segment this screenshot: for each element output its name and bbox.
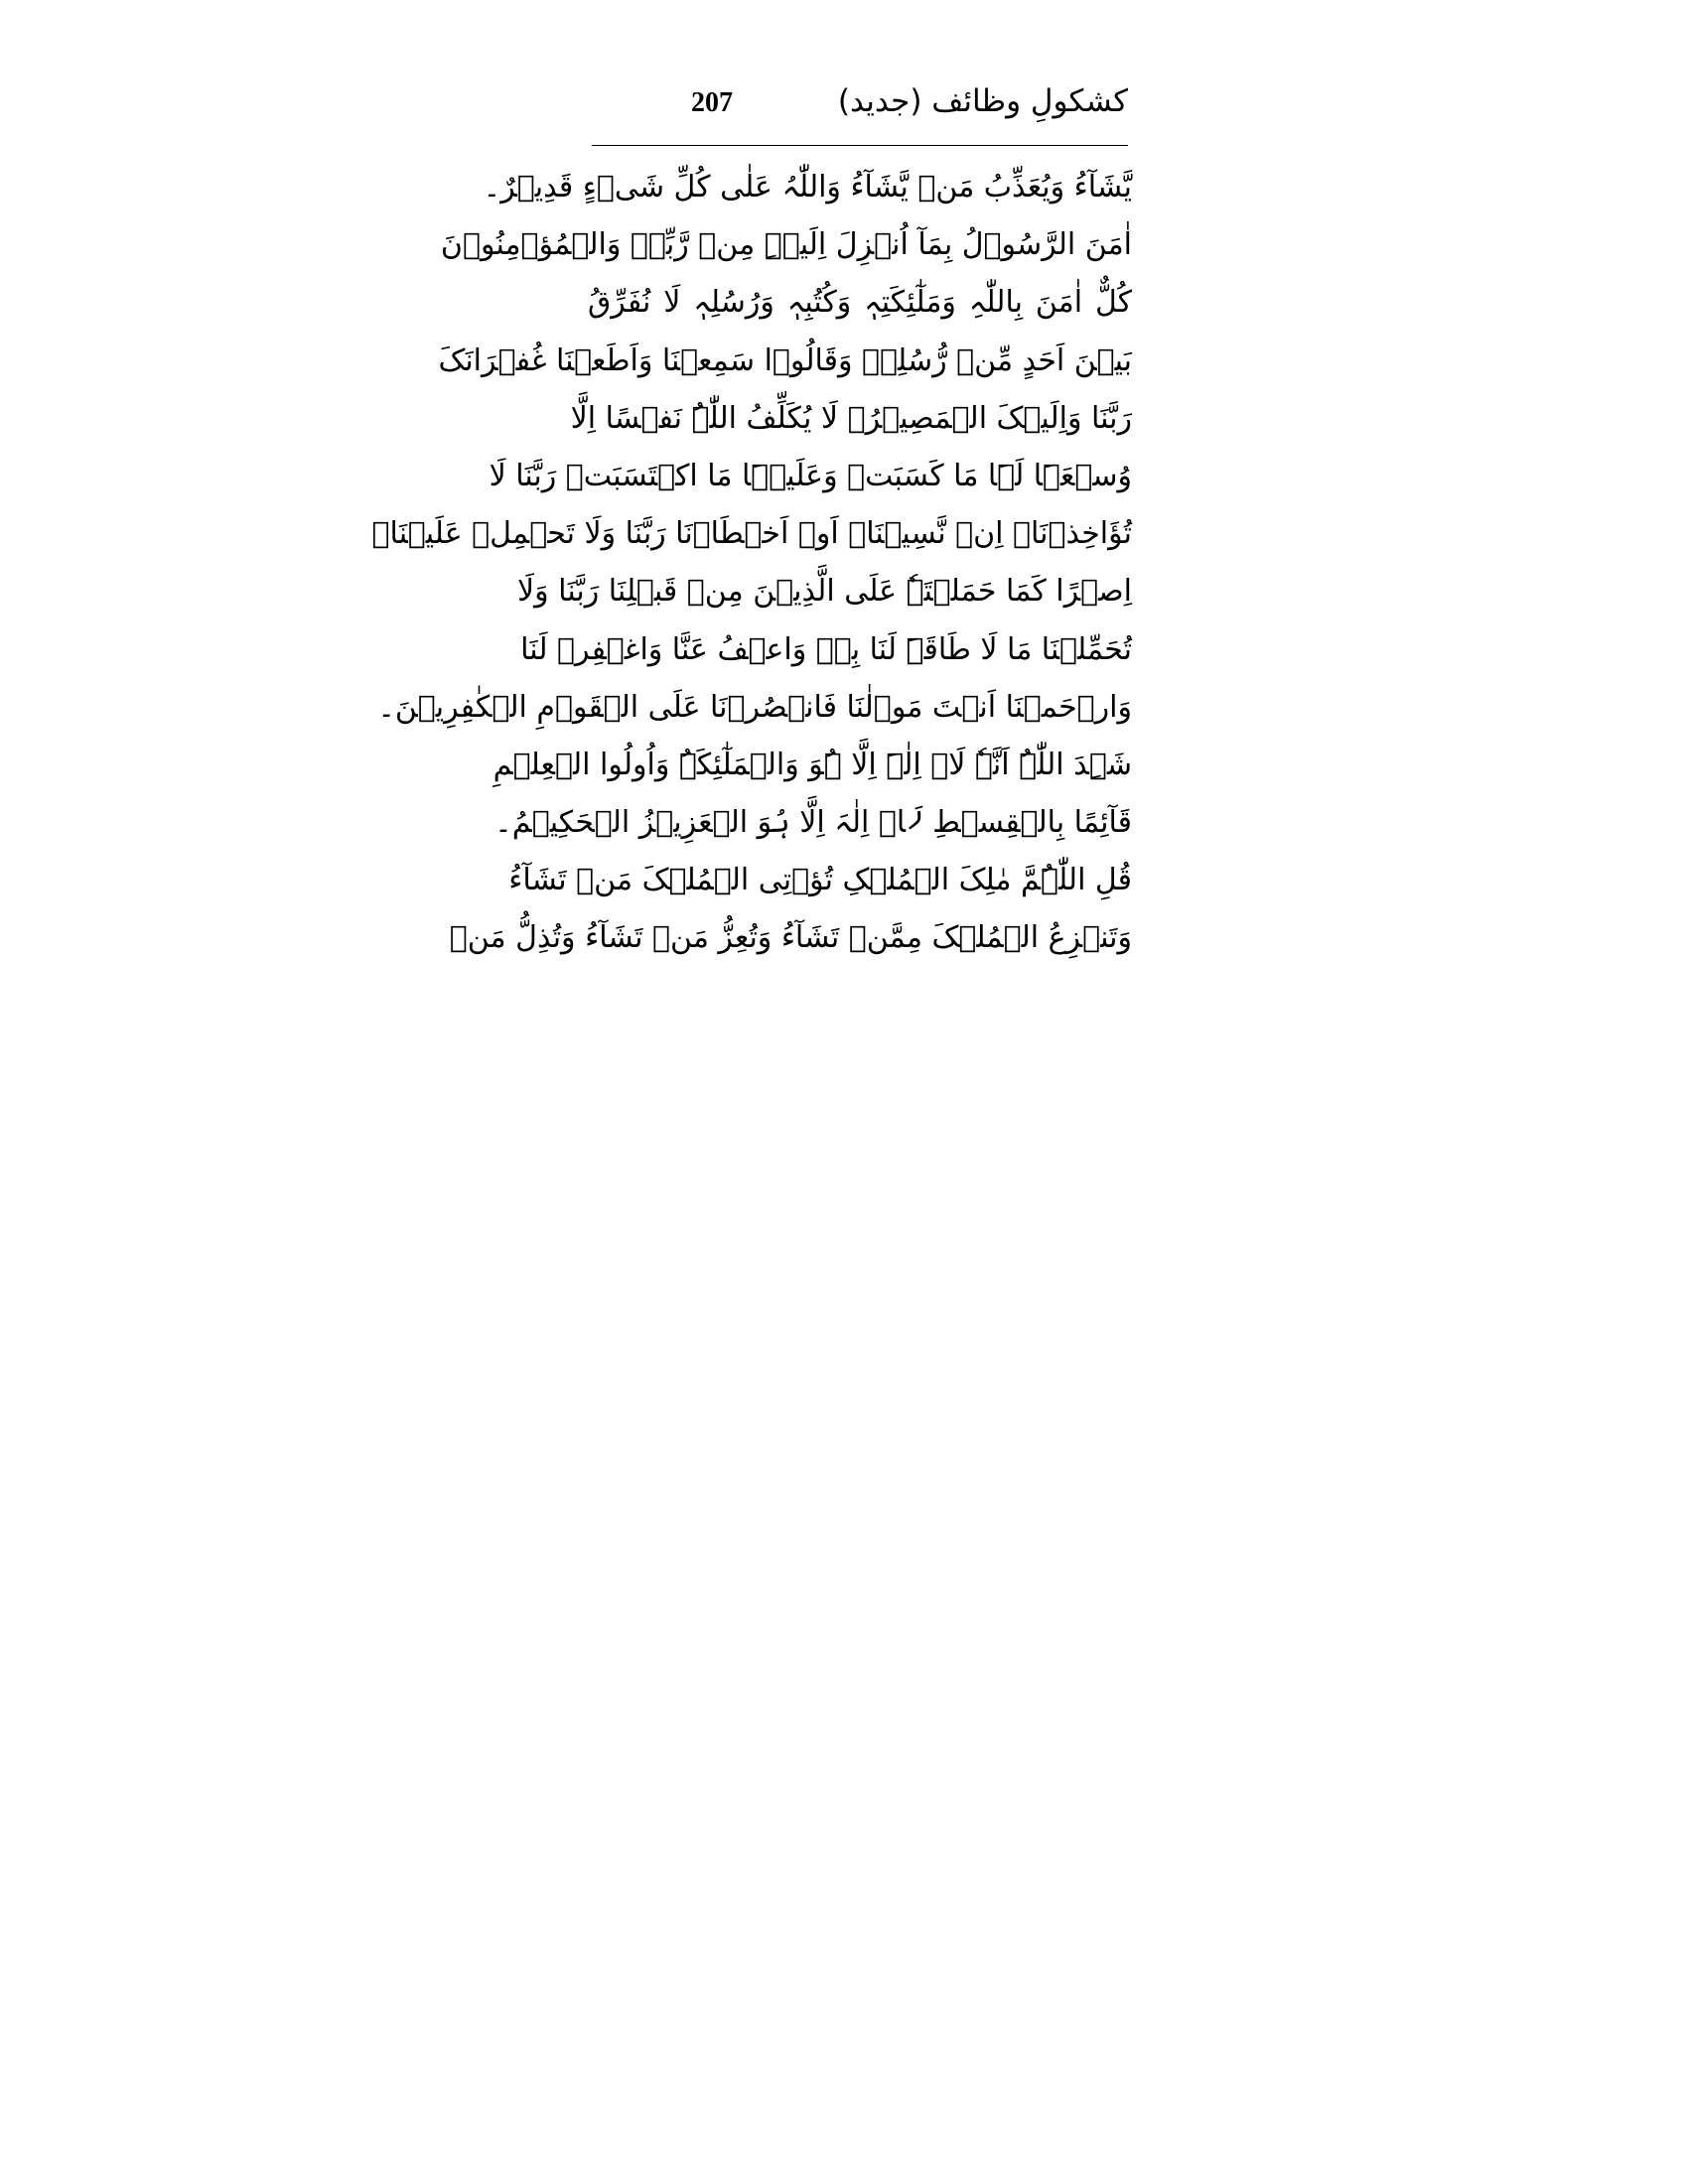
text-line: تُحَمِّلۡنَا مَا لَا طَاقَۃَ لَنَا بِہٖ وَاعۡفُ عَنَّا وَاغۡفِرۡ لَنَا [520, 631, 1132, 667]
text-line: کُلٌّ اٰمَنَ بِاللّٰہِ وَمَلٰٓئِکَتِہٖ وَکُتُبِہٖ وَرُسُلِہٖ لَا نُفَرِّقُ [588, 285, 1132, 321]
text-line: بَیۡنَ اَحَدٍ مِّنۡ رُّسُلِہٖ وَقَالُوۡا سَمِعۡنَا وَاَطَعۡنَا غُفۡرَانَکَ [438, 342, 1132, 378]
text-line: شَہِدَ اللّٰہُ اَنَّہٗ لَاۤ اِلٰہَ اِلَّا ہُوَ وَالۡمَلٰٓئِکَۃُ وَاُولُوا الۡعِلۡمِ [492, 747, 1132, 782]
text-line: اٰمَنَ الرَّسُوۡلُ بِمَآ اُنۡزِلَ اِلَیۡہِ مِنۡ رَّبِّہٖ وَالۡمُؤۡمِنُوۡنَ [440, 227, 1132, 263]
page-number: 207 [691, 87, 733, 118]
header-divider [592, 145, 1128, 146]
book-title: کشکولِ وظائف (جدید) [837, 83, 1128, 119]
text-line: وَتَنۡزِعُ الۡمُلۡکَ مِمَّنۡ تَشَآءُ وَتُعِزُّ مَنۡ تَشَآءُ وَتُذِلُّ مَنۡ [449, 920, 1132, 956]
arabic-text-block [371, 159, 1132, 968]
text-line: قَآئِمًا بِالۡقِسۡطِ لَاۤ اِلٰہَ اِلَّا ہُوَ الۡعَزِیۡزُ الۡحَکِیۡمُ۔ [494, 805, 1132, 841]
text-line: وُسۡعَہَا لَہَا مَا کَسَبَتۡ وَعَلَیۡہَا مَا اکۡتَسَبَتۡ رَبَّنَا لَا [489, 458, 1132, 493]
text-line: رَبَّنَا وَاِلَیۡکَ الۡمَصِیۡرُ۔ لَا یُکَلِّفُ اللّٰہُ نَفۡسًا اِلَّا [570, 400, 1132, 436]
text-line: وَارۡحَمۡنَا اَنۡتَ مَوۡلٰنَا فَانۡصُرۡنَا عَلَی الۡقَوۡمِ الۡکٰفِرِیۡنَ۔ [377, 689, 1132, 725]
text-line: اِصۡرًا کَمَا حَمَلۡتَہٗ عَلَی الَّذِیۡنَ مِنۡ قَبۡلِنَا رَبَّنَا وَلَا [517, 574, 1132, 610]
text-line: تُؤَاخِذۡنَاۤ اِنۡ نَّسِیۡنَاۤ اَوۡ اَخۡطَاۡنَا رَبَّنَا وَلَا تَحۡمِلۡ عَلَیۡنَاۤ [371, 516, 1132, 552]
page-header [592, 79, 1128, 135]
text-line: یَّشَآءُ وَیُعَذِّبُ مَنۡ یَّشَآءُ وَاللّٰہُ عَلٰی کُلِّ شَیۡءٍ قَدِیۡرٌ۔ [483, 170, 1132, 205]
text-line: قُلِ اللّٰہُمَّ مٰلِکَ الۡمُلۡکِ تُؤۡتِی الۡمُلۡکَ مَنۡ تَشَآءُ [508, 863, 1132, 898]
